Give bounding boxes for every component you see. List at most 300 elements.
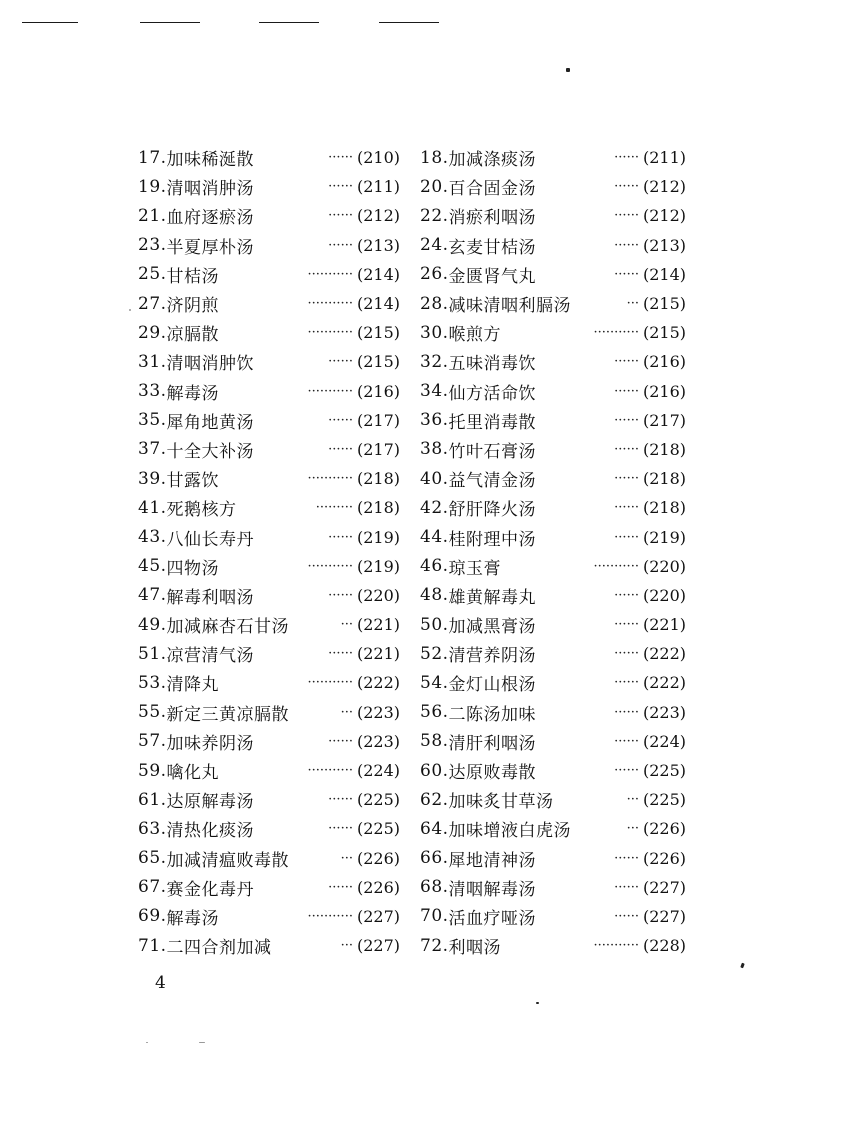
entry-number: 20. bbox=[420, 176, 449, 197]
scan-speck bbox=[536, 1002, 539, 1004]
entry-number: 38. bbox=[420, 439, 449, 460]
scan-speck bbox=[566, 68, 570, 72]
entry-title: 加味炙甘草汤 bbox=[448, 792, 554, 813]
entry-leader: ······ bbox=[614, 237, 639, 253]
entry-number: 33. bbox=[138, 381, 167, 402]
entry-page: (215) bbox=[356, 352, 400, 372]
entry-page: (212) bbox=[356, 206, 400, 226]
entry-page: (218) bbox=[642, 439, 686, 459]
toc-row bbox=[138, 610, 686, 639]
entry-leader: ··········· bbox=[307, 383, 353, 399]
entry-page: (218) bbox=[642, 498, 686, 518]
toc-row bbox=[138, 377, 686, 406]
entry-leader: ······ bbox=[328, 529, 353, 545]
entry-leader: ··········· bbox=[593, 325, 639, 341]
entry-title: 半夏厚朴汤 bbox=[166, 237, 255, 258]
toc-entry[interactable] bbox=[420, 933, 686, 958]
entry-title: 清降丸 bbox=[166, 675, 220, 696]
entry-leader: ······ bbox=[614, 500, 639, 516]
toc-row bbox=[138, 143, 686, 172]
scan-speck bbox=[129, 309, 131, 311]
entry-leader: ······ bbox=[614, 908, 639, 924]
entry-leader: ··········· bbox=[307, 325, 353, 341]
entry-page: (222) bbox=[642, 644, 686, 664]
entry-title: 解毒汤 bbox=[166, 908, 220, 929]
entry-number: 30. bbox=[420, 322, 449, 343]
entry-leader: ··· bbox=[340, 617, 353, 633]
entry-title: 益气清金汤 bbox=[448, 471, 537, 492]
toc-entry[interactable] bbox=[420, 145, 686, 170]
toc-row bbox=[138, 873, 686, 902]
toc-entry[interactable] bbox=[420, 729, 686, 754]
entry-page: (222) bbox=[642, 673, 686, 693]
entry-title: 解毒利咽汤 bbox=[166, 587, 255, 608]
entry-leader: ······ bbox=[614, 879, 639, 895]
entry-leader: ······ bbox=[328, 587, 353, 603]
toc-row bbox=[138, 902, 686, 931]
entry-title: 清咽消肿饮 bbox=[166, 354, 255, 375]
toc-entry[interactable] bbox=[420, 495, 686, 520]
entry-number: 71. bbox=[138, 935, 167, 956]
entry-title: 舒肝降火汤 bbox=[448, 500, 537, 521]
entry-page: (218) bbox=[642, 469, 686, 489]
entry-page: (216) bbox=[356, 381, 400, 401]
entry-leader: ··········· bbox=[593, 558, 639, 574]
header-rule bbox=[22, 22, 78, 23]
toc-row bbox=[138, 260, 686, 289]
entry-number: 40. bbox=[420, 468, 449, 489]
entry-title: 十全大补汤 bbox=[166, 441, 255, 462]
toc-row bbox=[138, 844, 686, 873]
entry-title: 雄黄解毒丸 bbox=[448, 587, 537, 608]
toc-row bbox=[138, 668, 686, 697]
entry-number: 29. bbox=[138, 322, 167, 343]
toc-entry[interactable] bbox=[138, 933, 400, 958]
entry-number: 67. bbox=[138, 877, 167, 898]
entry-leader: ··· bbox=[626, 296, 639, 312]
toc-row bbox=[138, 231, 686, 260]
toc-entry[interactable] bbox=[138, 846, 400, 871]
entry-leader: ··· bbox=[340, 850, 353, 866]
toc-entry[interactable] bbox=[138, 816, 400, 841]
entry-title: 减味清咽利膈汤 bbox=[448, 296, 572, 317]
toc-entry[interactable] bbox=[420, 379, 686, 404]
entry-number: 35. bbox=[138, 410, 167, 431]
toc-entry[interactable] bbox=[420, 233, 686, 258]
toc-entry[interactable] bbox=[420, 583, 686, 608]
entry-title: 赛金化毒丹 bbox=[166, 879, 255, 900]
entry-page: (212) bbox=[642, 206, 686, 226]
entry-number: 50. bbox=[420, 614, 449, 635]
entry-page: (220) bbox=[356, 585, 400, 605]
toc-entry[interactable] bbox=[138, 379, 400, 404]
entry-leader: ······ bbox=[614, 763, 639, 779]
entry-page: (223) bbox=[642, 702, 686, 722]
toc-entry[interactable] bbox=[138, 320, 400, 345]
entry-leader: ······ bbox=[614, 383, 639, 399]
toc-entry[interactable] bbox=[138, 145, 400, 170]
entry-page: (220) bbox=[642, 556, 686, 576]
entry-title: 加减清瘟败毒散 bbox=[166, 850, 290, 871]
entry-title: 血府逐瘀汤 bbox=[166, 208, 255, 229]
entry-number: 64. bbox=[420, 818, 449, 839]
entry-title: 噙化丸 bbox=[166, 763, 220, 784]
toc-entry[interactable] bbox=[138, 875, 400, 900]
toc-entry[interactable] bbox=[138, 233, 400, 258]
entry-number: 59. bbox=[138, 760, 167, 781]
toc-entry[interactable] bbox=[138, 203, 400, 228]
entry-page: (211) bbox=[356, 177, 400, 197]
toc-row bbox=[138, 552, 686, 581]
entry-number: 23. bbox=[138, 235, 167, 256]
entry-leader: ··· bbox=[340, 704, 353, 720]
toc-entry[interactable] bbox=[138, 437, 400, 462]
entry-number: 70. bbox=[420, 906, 449, 927]
entry-page: (222) bbox=[356, 673, 400, 693]
entry-number: 43. bbox=[138, 527, 167, 548]
scan-speck bbox=[146, 1042, 148, 1043]
entry-title: 五味消毒饮 bbox=[448, 354, 537, 375]
entry-leader: ··········· bbox=[593, 938, 639, 954]
toc-entry[interactable] bbox=[138, 787, 400, 812]
entry-page: (227) bbox=[356, 936, 400, 956]
entry-page: (225) bbox=[356, 790, 400, 810]
entry-leader: ······ bbox=[328, 792, 353, 808]
entry-title: 甘桔汤 bbox=[166, 266, 220, 287]
entry-page: (223) bbox=[356, 731, 400, 751]
entry-leader: ··········· bbox=[307, 471, 353, 487]
header-rule bbox=[379, 22, 439, 23]
entry-number: 45. bbox=[138, 556, 167, 577]
entry-number: 18. bbox=[420, 147, 449, 168]
entry-leader: ··· bbox=[340, 938, 353, 954]
entry-number: 51. bbox=[138, 643, 167, 664]
toc-entry[interactable] bbox=[420, 904, 686, 929]
entry-title: 加减涤痰汤 bbox=[448, 150, 537, 171]
entry-title: 清热化痰汤 bbox=[166, 821, 255, 842]
toc-entry[interactable] bbox=[420, 291, 686, 316]
entry-title: 桂附理中汤 bbox=[448, 529, 537, 550]
entry-leader: ······ bbox=[614, 646, 639, 662]
entry-number: 53. bbox=[138, 672, 167, 693]
entry-title: 仙方活命饮 bbox=[448, 383, 537, 404]
toc-entry[interactable] bbox=[420, 349, 686, 374]
toc-row bbox=[138, 785, 686, 814]
toc-row bbox=[138, 318, 686, 347]
toc-row bbox=[138, 493, 686, 522]
entry-leader: ······ bbox=[328, 412, 353, 428]
entry-leader: ······ bbox=[614, 179, 639, 195]
entry-title: 加味养阴汤 bbox=[166, 733, 255, 754]
toc-row bbox=[138, 931, 686, 960]
entry-page: (227) bbox=[356, 906, 400, 926]
entry-number: 36. bbox=[420, 410, 449, 431]
entry-number: 26. bbox=[420, 264, 449, 285]
entry-number: 49. bbox=[138, 614, 167, 635]
toc-entry[interactable] bbox=[138, 583, 400, 608]
toc-entry[interactable] bbox=[138, 700, 400, 725]
entry-leader: ······ bbox=[614, 471, 639, 487]
entry-page: (226) bbox=[356, 877, 400, 897]
entry-number: 41. bbox=[138, 497, 167, 518]
entry-leader: ······ bbox=[614, 354, 639, 370]
toc-entry[interactable] bbox=[138, 262, 400, 287]
entry-page: (215) bbox=[356, 323, 400, 343]
entry-page: (225) bbox=[642, 790, 686, 810]
entry-page: (227) bbox=[642, 877, 686, 897]
entry-leader: ······ bbox=[614, 587, 639, 603]
toc-entry[interactable] bbox=[420, 670, 686, 695]
toc-entry[interactable] bbox=[138, 174, 400, 199]
entry-page: (217) bbox=[642, 410, 686, 430]
entry-page: (227) bbox=[642, 906, 686, 926]
entry-number: 56. bbox=[420, 702, 449, 723]
entry-number: 46. bbox=[420, 556, 449, 577]
toc-row bbox=[138, 698, 686, 727]
entry-page: (212) bbox=[642, 177, 686, 197]
page-number: 4 bbox=[155, 973, 166, 993]
toc-row bbox=[138, 639, 686, 668]
entry-page: (217) bbox=[356, 410, 400, 430]
entry-leader: ······ bbox=[328, 150, 353, 166]
toc-entry[interactable] bbox=[420, 320, 686, 345]
entry-title: 加味稀涎散 bbox=[166, 150, 255, 171]
toc-entry[interactable] bbox=[138, 525, 400, 550]
entry-page: (223) bbox=[356, 702, 400, 722]
entry-number: 19. bbox=[138, 176, 167, 197]
entry-leader: ··· bbox=[626, 821, 639, 837]
entry-page: (219) bbox=[356, 527, 400, 547]
entry-title: 甘露饮 bbox=[166, 471, 220, 492]
entry-leader: ······ bbox=[614, 675, 639, 691]
toc-entry[interactable] bbox=[420, 174, 686, 199]
entry-leader: ··········· bbox=[307, 763, 353, 779]
toc-entry[interactable] bbox=[420, 846, 686, 871]
entry-title: 加味增液白虎汤 bbox=[448, 821, 572, 842]
entry-page: (225) bbox=[356, 819, 400, 839]
entry-page: (215) bbox=[642, 294, 686, 314]
entry-leader: ··········· bbox=[307, 908, 353, 924]
entry-leader: ······ bbox=[328, 733, 353, 749]
entry-page: (219) bbox=[642, 527, 686, 547]
entry-leader: ······ bbox=[614, 150, 639, 166]
toc-entry[interactable] bbox=[420, 816, 686, 841]
entry-number: 60. bbox=[420, 760, 449, 781]
entry-page: (221) bbox=[356, 615, 400, 635]
toc-row bbox=[138, 172, 686, 201]
entry-title: 琼玉膏 bbox=[448, 558, 502, 579]
toc-row bbox=[138, 756, 686, 785]
entry-leader: ······ bbox=[328, 237, 353, 253]
toc-entry[interactable] bbox=[420, 262, 686, 287]
entry-number: 39. bbox=[138, 468, 167, 489]
entry-title: 金匮肾气丸 bbox=[448, 266, 537, 287]
toc-row bbox=[138, 581, 686, 610]
toc-entry[interactable] bbox=[420, 466, 686, 491]
entry-page: (226) bbox=[356, 848, 400, 868]
entry-number: 25. bbox=[138, 264, 167, 285]
entry-page: (213) bbox=[642, 235, 686, 255]
toc-entry[interactable] bbox=[138, 641, 400, 666]
entry-page: (214) bbox=[356, 294, 400, 314]
toc-entry[interactable] bbox=[420, 758, 686, 783]
entry-number: 21. bbox=[138, 205, 167, 226]
toc-row bbox=[138, 201, 686, 230]
entry-page: (216) bbox=[642, 381, 686, 401]
entry-title: 济阴煎 bbox=[166, 296, 220, 317]
header-rule bbox=[259, 22, 319, 23]
entry-leader: ······ bbox=[614, 266, 639, 282]
toc-row bbox=[138, 435, 686, 464]
entry-leader: ··········· bbox=[307, 296, 353, 312]
entry-number: 47. bbox=[138, 585, 167, 606]
entry-number: 54. bbox=[420, 672, 449, 693]
toc-entry[interactable] bbox=[420, 641, 686, 666]
entry-leader: ······ bbox=[614, 704, 639, 720]
entry-leader: ······ bbox=[614, 733, 639, 749]
toc-entry[interactable] bbox=[138, 670, 400, 695]
entry-title: 金灯山根汤 bbox=[448, 675, 537, 696]
entry-title: 二陈汤加味 bbox=[448, 704, 537, 725]
entry-leader: ······ bbox=[614, 850, 639, 866]
entry-leader: ··· bbox=[626, 792, 639, 808]
entry-title: 托里消毒散 bbox=[448, 412, 537, 433]
entry-number: 27. bbox=[138, 293, 167, 314]
toc-entry[interactable] bbox=[420, 700, 686, 725]
entry-page: (226) bbox=[642, 848, 686, 868]
entry-title: 凉膈散 bbox=[166, 325, 220, 346]
entry-leader: ······ bbox=[614, 617, 639, 633]
entry-leader: ······ bbox=[328, 208, 353, 224]
toc-entry[interactable] bbox=[138, 554, 400, 579]
entry-title: 加减麻杏石甘汤 bbox=[166, 617, 290, 638]
entry-page: (221) bbox=[642, 615, 686, 635]
toc-entry[interactable] bbox=[420, 875, 686, 900]
scan-speck bbox=[199, 1042, 205, 1043]
entry-title: 利咽汤 bbox=[448, 938, 502, 959]
entry-number: 28. bbox=[420, 293, 449, 314]
toc-entry[interactable] bbox=[420, 612, 686, 637]
toc-entry[interactable] bbox=[138, 495, 400, 520]
entry-leader: ······ bbox=[614, 529, 639, 545]
entry-title: 清肝利咽汤 bbox=[448, 733, 537, 754]
entry-page: (210) bbox=[356, 148, 400, 168]
toc-entry[interactable] bbox=[420, 554, 686, 579]
entry-leader: ······ bbox=[614, 441, 639, 457]
toc-entry[interactable] bbox=[420, 203, 686, 228]
entry-title: 犀地清神汤 bbox=[448, 850, 537, 871]
toc-entry[interactable] bbox=[138, 466, 400, 491]
toc-entry[interactable] bbox=[138, 904, 400, 929]
entry-page: (211) bbox=[642, 148, 686, 168]
entry-leader: ······ bbox=[328, 441, 353, 457]
entry-title: 消瘀利咽汤 bbox=[448, 208, 537, 229]
entry-number: 31. bbox=[138, 351, 167, 372]
entry-number: 57. bbox=[138, 731, 167, 752]
table-of-contents bbox=[138, 143, 686, 960]
entry-leader: ··········· bbox=[307, 266, 353, 282]
entry-title: 八仙长寿丹 bbox=[166, 529, 255, 550]
toc-row bbox=[138, 727, 686, 756]
entry-number: 65. bbox=[138, 848, 167, 869]
toc-row bbox=[138, 289, 686, 318]
entry-number: 55. bbox=[138, 702, 167, 723]
entry-page: (218) bbox=[356, 498, 400, 518]
entry-title: 达原解毒汤 bbox=[166, 792, 255, 813]
toc-row bbox=[138, 522, 686, 551]
entry-title: 清营养阴汤 bbox=[448, 646, 537, 667]
entry-leader: ······ bbox=[328, 354, 353, 370]
entry-page: (221) bbox=[356, 644, 400, 664]
toc-row bbox=[138, 347, 686, 376]
entry-title: 凉营清气汤 bbox=[166, 646, 255, 667]
entry-title: 竹叶石膏汤 bbox=[448, 441, 537, 462]
entry-page: (225) bbox=[642, 761, 686, 781]
entry-page: (228) bbox=[642, 936, 686, 956]
toc-entry[interactable] bbox=[138, 408, 400, 433]
toc-entry[interactable] bbox=[420, 787, 686, 812]
entry-title: 四物汤 bbox=[166, 558, 220, 579]
entry-title: 二四合剂加减 bbox=[166, 938, 272, 959]
entry-number: 42. bbox=[420, 497, 449, 518]
toc-entry[interactable] bbox=[138, 758, 400, 783]
toc-entry[interactable] bbox=[420, 525, 686, 550]
toc-entry[interactable] bbox=[138, 729, 400, 754]
entry-page: (213) bbox=[356, 235, 400, 255]
entry-leader: ······ bbox=[328, 821, 353, 837]
entry-page: (216) bbox=[642, 352, 686, 372]
entry-page: (214) bbox=[642, 264, 686, 284]
toc-entry[interactable] bbox=[138, 349, 400, 374]
entry-title: 解毒汤 bbox=[166, 383, 220, 404]
entry-number: 61. bbox=[138, 789, 167, 810]
entry-title: 玄麦甘桔汤 bbox=[448, 237, 537, 258]
entry-leader: ······ bbox=[614, 208, 639, 224]
entry-number: 32. bbox=[420, 351, 449, 372]
entry-page: (224) bbox=[356, 761, 400, 781]
toc-entry[interactable] bbox=[420, 437, 686, 462]
entry-leader: ······ bbox=[328, 646, 353, 662]
entry-page: (214) bbox=[356, 264, 400, 284]
entry-number: 63. bbox=[138, 818, 167, 839]
entry-page: (218) bbox=[356, 469, 400, 489]
entry-number: 17. bbox=[138, 147, 167, 168]
entry-number: 68. bbox=[420, 877, 449, 898]
entry-title: 新定三黄凉膈散 bbox=[166, 704, 290, 725]
entry-leader: ······ bbox=[614, 412, 639, 428]
entry-number: 72. bbox=[420, 935, 449, 956]
entry-leader: ······ bbox=[328, 879, 353, 895]
entry-title: 达原败毒散 bbox=[448, 763, 537, 784]
entry-leader: ··········· bbox=[307, 558, 353, 574]
entry-page: (215) bbox=[642, 323, 686, 343]
toc-row bbox=[138, 814, 686, 843]
entry-title: 加减黑膏汤 bbox=[448, 617, 537, 638]
toc-entry[interactable] bbox=[138, 291, 400, 316]
entry-number: 44. bbox=[420, 527, 449, 548]
entry-title: 清咽消肿汤 bbox=[166, 179, 255, 200]
entry-page: (226) bbox=[642, 819, 686, 839]
toc-entry[interactable] bbox=[420, 408, 686, 433]
entry-page: (224) bbox=[642, 731, 686, 751]
toc-entry[interactable] bbox=[138, 612, 400, 637]
entry-number: 58. bbox=[420, 731, 449, 752]
entry-number: 48. bbox=[420, 585, 449, 606]
entry-title: 清咽解毒汤 bbox=[448, 879, 537, 900]
scan-speck bbox=[740, 963, 745, 969]
entry-number: 62. bbox=[420, 789, 449, 810]
entry-title: 百合固金汤 bbox=[448, 179, 537, 200]
